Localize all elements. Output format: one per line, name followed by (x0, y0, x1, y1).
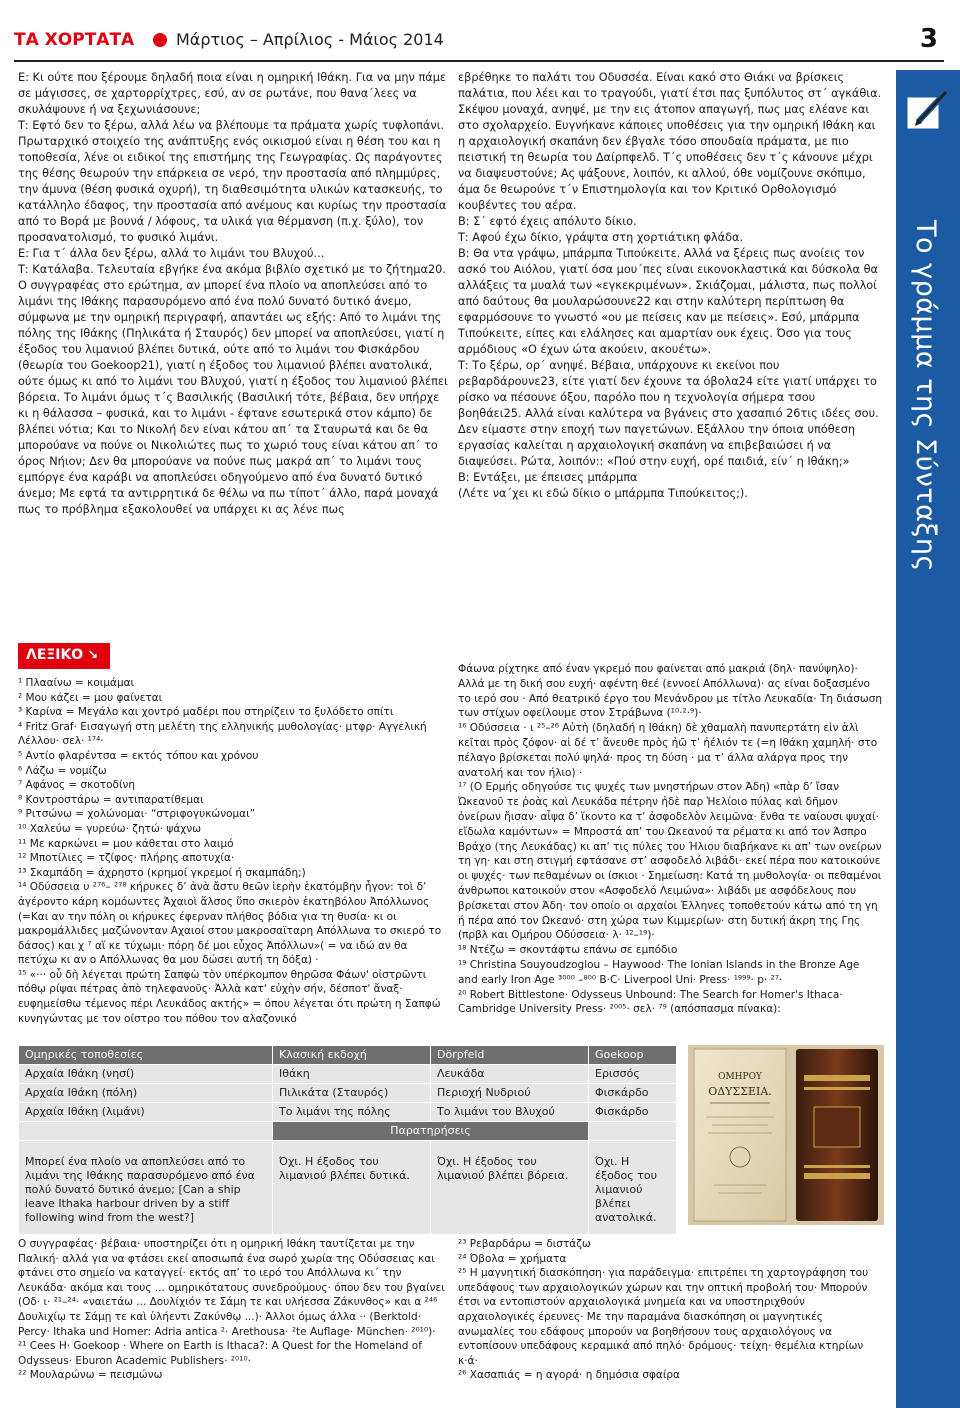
book-title-line1: ΟΜΗΡΟΥ (718, 1072, 762, 1082)
ithaca-comparison-table (18, 1045, 677, 1235)
table-cell: Το λιμάνι του Βλυχού (431, 1103, 589, 1122)
table-cell: Το λιμάνι της πόλης (273, 1103, 431, 1122)
table-cell: Φισκάρδο (589, 1103, 677, 1122)
paragraph: Τ: Κατάλαβα. Τελευταία εβγήκε ένα ακόμα βιβλίο σχετικό με το ζήτημα20. Ο συγγραφέας στο ερώτημα, αν μπορεί ένα πλοίο να αποπλεύσει από το λιμάνι της Ιθάκης παρασυρόμενο από ένα πολύ δυνατό δυτικό άνεμο, σύμφωνα με την ομηρική περιγραφή, απαντάει ως εξής: Από το λιμάνι της πόλης της Ιθάκης (Πηλικάτα ή Σταυρός) δεν μπορεί να αποπλεύσει, γιατί η έξοδος του λιμανιού βλέπει δυτικά, ούτε από το λιμάνι του Φισκάρδου (θεωρία του Goekoop21), γιατί η έξοδος του λιμανιού βλέπει ανατολικά, ούτε όμως κι από το λιμάνι του Βλυχού, γιατί η έξοδος του λιμανιού βλέπει βόρεια. Το λιμάνι όμως τ΄ς Βασιλικής (Βασιλική τότε, βέβαια, δεν υπήρχε κι η θάλασσα – φυσικά, και το λιμάνι - έφτανε εσωτερικά στον κάμπο) δε βλέπει νότια; Και το Νικολή δεν είναι κάτου απ΄ τα Σταυρωτά και δε θα μπορούανε να πούνε οι Νικολιώτες πως το χωριό τους είναι κάτου απ΄ το όρος Νήιον; Δεν θα μπορούανε να πούνε πως μακρά απ΄ το λιμάνι τους εμπόργε ένα καράβι να αποπλεύσει οδηγούμενο από ένα δυνατό δυτικό άνεμο; Με εφτά τα αντιρρητικά δε θέλω να πω τίποτ΄ άλλο, παρά μοναχά πως το πρόβλημα εξακολουθεί να υπάρχει κι ας λένε πως (18, 263, 448, 516)
table-cell: Ιθάκη (273, 1065, 431, 1084)
note-item: ²² Μουλαρώνω = πεισμώνω (18, 1369, 163, 1382)
note-item: ⁴ Fritz Graf· Εισαγωγή στη μελέτη της ελληνικής μυθολογίας· μτφρ· Αγγελική Λέλλου· σελ· ¹⁷⁴· (18, 720, 427, 748)
table-header-cell: Dörpfeld (431, 1046, 589, 1065)
note-item: ²⁴ Όβολα = χρήματα (458, 1252, 567, 1265)
book-title-line2: ΟΔΥΣΣΕΙΑ. (708, 1085, 772, 1098)
header-divider (14, 60, 944, 62)
table-row (19, 1065, 677, 1084)
table-cell: Αρχαία Ιθάκη (πόλη) (19, 1084, 273, 1103)
table-cell: Όχι. Η έξοδος του λιμανιού βλέπει ανατολικά. (589, 1141, 677, 1235)
note-item: ⁷ Αφάνος = σκοτοδίνη (18, 779, 136, 792)
note-item: ¹⁷ (Ο Ερμής οδηγούσε τις ψυχές των μνηστήρων στον Άδη) «πὰρ δ’ ἴσαν Ὠκεανοῦ τε ῥοὰς καὶ Λευκάδα πέτρην ἠδὲ παρ Ἡελίοιο πύλας καὶ δῆμον ὀνείρων ἤισαν· αἶψα δ’ ἵκοντο κα τ’ ἀσφοδελὸν λειμῶνα· ἔνθα τε ναίουσι ψυχαί· εἴδωλα καμόντων» = Μπροστά απ’ του Ωκεανού τα ρέματα κι από τον Άσπρο Βράχο (της Λευκάδας) κι απ’ τις πύλες του Ήλιου διαβήκανε κι απ’ των ονείρων τη γη· και στη στιγμή εφτάσανε στ’ ασφοδελό λιβάδι· εκεί πέρα που κατοικούνε οι ψυχές· των πεθαμένων οι ίσκιοι · Σημείωση: Κατά τη μυθολογία· οι πεθαμένοι άνθρωποι κατοικούν στον «Ασφοδελό Λειμώνα»· λιβάδι με ασφόδελους που βρίσκεται στον Άδη· τον οποίο οι αρχαίοι Έλληνες τοποθετούν κάτω από τη γη ή πέρα από τον Ωκεανό· στη χώρα των Κιμμερίων· στη δυτική άκρη της Γης (πρβλ και Ομήρου Οδύσσεια· λ· ¹²–¹⁹)· (458, 781, 882, 942)
table-cell: Αρχαία Ιθάκη (νησί) (19, 1065, 273, 1084)
paragraph: Β: Θα ντα γράψω, μπάρμπα Τιπούκειτε. Αλλά να ξέρεις πως ανοίεις τον ασκό του Αιόλου, γιατί όσα μου΄πες είναι εικονοκλαστικά και δύσκολα θα αλλάξεις τα μυαλά των «εγκεκριμένων». Σκιάζομαι, μάλιστα, πως πολλοί από δαύτους θα μουλαρώσουνε22 και στην καλύτερη περίπτωση θα εφαρμόσουνε το γνωστό «ου με πείσεις καν με πείσεις». Εσύ, μπάρμπα Τιπούκειτε, είπες και ελάλησες και αμαρτίαν ουκ έχεις. Όσο για τους αρμόδιους «Ο έχων ώτα ακούειν, ακουέτω». (458, 247, 878, 356)
page-header (14, 22, 944, 58)
table-cell: Μπορεί ένα πλοίο να αποπλεύσει από το λιμάνι της Ιθάκης παρασυρόμενο από ένα πολύ δυνατό δυτικό άνεμο; [Can a ship leave Ithaka harbour driven by a stiff following wind from the west?] (19, 1141, 273, 1235)
table-header-cell: Κλασική εκδοχή (273, 1046, 431, 1065)
note-item: ¹⁴ Οδύσσεια υ ²⁷⁶– ²⁷⁸ κήρυκες δ’ ἀνὰ ἄστυ θεῶν ἱερὴν ἑκατόμβην ἦγον: τοὶ δ’ ἀγέροντο κάρη κομόωντες Ἀχαιοὶ ἄλσος ὕπο σκιερὸν ἑκατηβόλου Ἀπόλλωνος (=Και αν την πόλη οι κήρυκες έφερναν πλήθος βόδια για τη θυσία· κι οι μακρομάλλιδες μαζώνονταν Αχαιοί στου μακροσαϊταρη Απόλλωνα το σκιερό το δάσος) και χ ⁷ αἵ κε τύχωμι· πόρη δέ μοι εὖχος Ἀπόλλων»( = να ιδώ αν θα πετύχω κι αν ο Απόλλωνας θα μου δώσει αυτή τη δόξα) · (18, 881, 442, 967)
sidebar-title: Το γράμμα της Σύνταξης (910, 220, 941, 572)
note-item: ² Μου κάζει = μου φαίνεται (18, 691, 163, 704)
table-cell: Αρχαία Ιθάκη (λιμάνι) (19, 1103, 273, 1122)
lexiko-label (18, 643, 110, 669)
note-item: ³ Καρίνα = Μεγάλο και χοντρό μαδέρι που στηρίζειν το ξυλόδετο σπίτι (18, 706, 394, 719)
editorial-sidebar (896, 70, 960, 1408)
paragraph: Ε: Κι ούτε που ξέρουμε δηλαδή ποια είναι η ομηρική Ιθάκη. Για να μην πάμε σε μάγισσες, σε χαρτορρίχτρες, εσύ, αν σε ρωτάνε, που θανα΄λεες να σκυλάψουνε ή να ξεχωνιάσουνε; (18, 71, 446, 116)
note-item: ²³ Ρεβαρδάρω = διστάζω (458, 1238, 591, 1250)
table-cell (19, 1122, 273, 1141)
table-row (19, 1103, 677, 1122)
table-observations-row (19, 1141, 677, 1235)
table-cell: Όχι. Η έξοδος του λιμανιού βλέπει βόρεια. (431, 1141, 589, 1235)
note-item: ²⁰ Robert Bittlestone· Odysseus Unbound: The Search for Homer's Ithaca· Cambridge University Press· ²⁰⁰⁵· σελ· ⁷⁹ (απόσπασμα πίνακα): (458, 988, 843, 1016)
observations-header: Παρατηρήσεις (273, 1122, 589, 1141)
note-item: ¹² Μποτίλιες = τζίφος· πλήρης αποτυχία· (18, 852, 235, 865)
note-item: ⁸ Κοντροστάρω = αντιπαρατίθεμαι (18, 793, 204, 806)
paragraph: Ε: Για τ΄ άλλα δεν ξέρω, αλλά το λιμάνι του Βλυχού... (18, 247, 325, 260)
bottom-notes-left (18, 1237, 448, 1383)
page-number: 3 (919, 24, 938, 54)
note-item: ¹ Πλααίνω = κοιμάμαι (18, 677, 135, 689)
paragraph: Τ: Το ξέρω, ορ΄ ανηψέ. Βέβαια, υπάρχουνε κι εκείνοι που ρεβαρδάρουνε23, είτε γιατί δεν έχουνε τα όβολα24 είτε γιατί υπάρχει το ρίσκο να πέσουνε όξου, παρόλο που η τεχνολογία σήμερα τσου βοηθάει25. Αλλά είναι καλύτερα να βγάνεις στο χασαπιό 26τις ιδέες σου. Δεν είμαστε στην εποχή των παγετώνων. Εξάλλου την όποια υπόθεση εργασίας καλείται η αρχαιολογική σκαπάνη να επιβεβαιώσει ή να διαψεύσει. Ρώτα, λοιπόν:: «Πού στην ευχή, ορέ παιδιά, είν΄ η Ιθάκη;» (458, 359, 879, 468)
paragraph: Τ: Αφού έχω δίκιο, γράψτα στη χορτιάτικη φλάδα. (458, 231, 744, 244)
main-column-left (18, 70, 448, 518)
paragraph: Β: Σ΄ εφτό έχεις απόλυτο δίκιο. (458, 215, 637, 228)
note-item: ¹⁸ Ντέζω = σκοντάφτω επάνω σε εμπόδιο (458, 944, 678, 957)
paragraph: εβρέθηκε το παλάτι του Οδυσσέα. Είναι κακό στο Θιάκι να βρίσκεις παλάτια, που λέει και το τραγούδι, γιατί έτσι πας ξυπόλυτος στ΄ αγκάθια. Σκέψου μοναχά, ανηψέ, με την εις άτοπον απαγωγή, πως μας ελέανε και στο σχολαρχείο. Ευγνήκανε κάποιες υποθέσεις για την ομηρική Ιθάκη και η αρχαιολογική σκαπάνη δεν έβγαλε τόσο σπουδαία πράματα, με πιο πειστική τη θεωρία του Δαίρπφελδ. Τ΄ς υποθέσεις δεν τ΄ς κάνουνε μέχρι να διαψευστούνε; Ας ψάξουνε, λοιπόν, κι αλλού, όθε νομίζουνε σκόπιμο, άμα δε θεωρούνε τ΄ν Επιστημολογία και τον Κριτικό Ορθολογισμό κουβέντες του αέρα. (458, 71, 882, 212)
section-title: ΤΑ ΧΟΡΤΑΤΑ (14, 30, 135, 50)
table-header-cell: Ομηρικές τοποθεσίες (19, 1046, 273, 1065)
note-item: ²¹ Cees H· Goekoop · Where on Earth is Ithaca?: A Quest for the Homeland of Odysseus· Eburon Academic Publishers· ²⁰¹⁰· (18, 1340, 422, 1367)
table-cell: Λευκάδα (431, 1065, 589, 1084)
note-item: ¹⁶ Οδύσσεια · ι ²⁵–²⁶ Αὐτὴ (δηλαδή η Ιθάκη) δὲ χθαμαλὴ πανυπερτάτη εἰν ἁλὶ κεῖται πρὸς ζόφον· αἱ δέ τ’ ἄνευθε πρὸς ἠῶ τ’ ἠέλιόν τε (=η Ιθάκη χαμηλή· στο πέλαγο βρίσκεται πολύ ψηλά· προς τη δύση · μα τ’ άλλα αλάργα προς την ανατολή και τον ήλιο) · (458, 722, 878, 779)
odyssey-book-image (688, 1045, 884, 1225)
pen-paper-icon (904, 88, 950, 134)
note-item: ¹⁵ «··· οὗ δὴ λέγεται πρώτη Σαπφὼ τὸν υπέρκομπον θηρῶσα Φάων' οἰστρῶντι πόθῳ ρίψαι πέτρας ἀπὸ τηλεφανοῦς· Ἀλλὰ κατ' εὐχὴν σήν, δέσποτ' ἄναξ· ευφημείσθω τέμενος πέρι Λευκάδος ακτής» = όπου λέγεται ότι πρώτη η Σαπφώ κυνηγώντας με τον οίστρο του πόθου τον αλαζονικό (18, 968, 441, 1025)
table-cell (589, 1122, 677, 1141)
paragraph: Τ: Εφτό δεν το ξέρω, αλλά λέω να βλέπουμε τα πράματα χωρίς τυφλοπάνι. Πρωταρχικό στοιχείο της ανάπτυξης ενός οικισμού είναι η θέση του και η τοποθεσία, λένε οι ειδικοί της επιστήμης της Γεωγραφίας. Ως παράγοντες της θέσης θεωρούν την επάρκεια σε νερό, την προστασία από πλημμύρες, την άμυνα (θέση φυσικά οχυρή), τη διαθεσιμότητα υλικών κατασκευής, το κατάλληλο έδαφος, την προστασία από ανέμους και κυρίως την προστασία από το Βορά με βουνά / λόφους, τα υλικά για θέρμανση (π.χ. ξύλο), τον προσανατολισμό, το φυσικό λιμάνι. (18, 119, 447, 244)
issue-date: Μάρτιος – Απρίλιος - Μάιος 2014 (176, 30, 444, 49)
table-row (19, 1084, 677, 1103)
main-column-right (458, 70, 882, 502)
note-item: Ο συγγραφέας· βέβαια· υποστηρίζει ότι η ομηρική Ιθάκη ταυτίζεται με την Παλική· αλλά για να φτάσει εκεί αποσιωπά ένα σωρό χωρία της Οδύσσειας και φτάνει στο σημείο να καταγγεί· εκτός απ’ το ιερό του Απόλλωνα κι΄ την Λευκάδα· ακόμα και τους ... ομηρικότατους συνεδρούμους· όπου δεν του βγαίνει (Οδ· ι· ²¹–²⁴· «ναιετάω ... Δουλίχιόν τε Σάμη τε και υλήεσσα Ζάκυνθος» και α ²⁴⁶ Δουλιχίῳ τε Σάμῃ τε καὶ ὑλήεντι Ζακύνθῳ ...)· Άλλοι όμως άλλα ·· (Berktold· Percy· Ithaka und Homer: Adria antica ²· Arethousa· ²te Auflage· München· ²⁰¹⁰)· (18, 1238, 445, 1338)
note-item: ¹⁰ Χαλεύω = γυρεύω· ζητώ· ψάχνω (18, 822, 202, 835)
bullet-dot-icon (153, 33, 167, 47)
arrow-down-right-icon: ↘ (87, 648, 99, 663)
notes-column-right (458, 662, 882, 1017)
paragraph: Β: Εντάξει, με έπεισες μπάρμπα (458, 471, 638, 484)
note-item: ⁹ Ριτσώνω = χολώνομαι· “στριφογυκώνομαι” (18, 808, 256, 821)
note-item: ¹³ Σκαμπάδη = άχρηστο (κρημοί γκρεμοί ή σκαμπάδη;) (18, 866, 306, 879)
table-header-cell: Goekoop (589, 1046, 677, 1065)
paragraph: (Λέτε να΄χει κι εδώ δίκιο ο μπάρμπα Τιπούκειτος;). (458, 487, 748, 500)
bottom-notes-right (458, 1237, 882, 1383)
note-item: ²⁵ Η μαγνητική διασκόπηση· για παράδειγμα· επιτρέπει τη χαρτογράφηση του υπεδάφους των αρχαιολογικών χώρων και την οπτική προβολή του· Μπορούν έτσι να εντοπιστούν αρχαιολογικά μνημεία και να υποστηριχθούν αρχαιολογικές έρευνες· Με την παραμάνα διασκόπηση οι μαγνητικές ανωμαλίες του εδάφους μπορούν να βοηθήσουν τους αρχαιολόγους να εντοπίσουν υπεδάφους κεραμικά από πηλό· δρόμους· τείχη· θεμέλια κτηρίων κ·ά· (458, 1267, 869, 1367)
note-item: Φάωνα ρίχτηκε από έναν γκρεμό που φαίνεται από μακριά (δηλ· πανύψηλο)· Αλλά με τη δική σου ευχή· αφέντη θεέ (εννοεί Απόλλωνα)· ας είναι δοξασμένο το ιερό σου · Από θεατρικό έργο του Μενάνδρου με τίτλο Λευκαδία· Τη διάσωση των στίχων οφείλουμε στον Στράβωνα (¹⁰·²·⁹)· (458, 663, 883, 720)
table-header-row (19, 1046, 677, 1065)
note-item: ⁵ Αντίο φλαρέντσα = εκτός τόπου και χρόνου (18, 749, 259, 762)
note-item: ¹¹ Με καρκώνει = μου κάθεται στο λαιμό (18, 837, 234, 850)
table-cell: Πιλικάτα (Σταυρός) (273, 1084, 431, 1103)
notes-column-left (18, 676, 448, 1026)
table-cell: Φισκάρδο (589, 1084, 677, 1103)
note-item: ¹⁹ Christina Souyoudzoglou – Haywood· The Ionian Islands in the Bronze Age and early Iron Age ³⁰⁰⁰ –⁸⁰⁰ B·C· Liverpool Uni· Press· ¹⁹⁹⁹· p· ²⁷· (458, 958, 860, 986)
lexiko-text: ΛΕΞΙΚΟ (26, 647, 84, 663)
note-item: ²⁶ Χασαπιάς = η αγορά· η δημόσια σφαίρα (458, 1369, 680, 1382)
note-item: ⁶ Λάζω = νομίζω (18, 764, 107, 777)
table-cell: Όχι. Η έξοδος του λιμανιού βλέπει δυτικά. (273, 1141, 431, 1235)
table-observations-header-row (19, 1122, 677, 1141)
table-cell: Περιοχή Νυδριού (431, 1084, 589, 1103)
table-cell: Ερισσός (589, 1065, 677, 1084)
